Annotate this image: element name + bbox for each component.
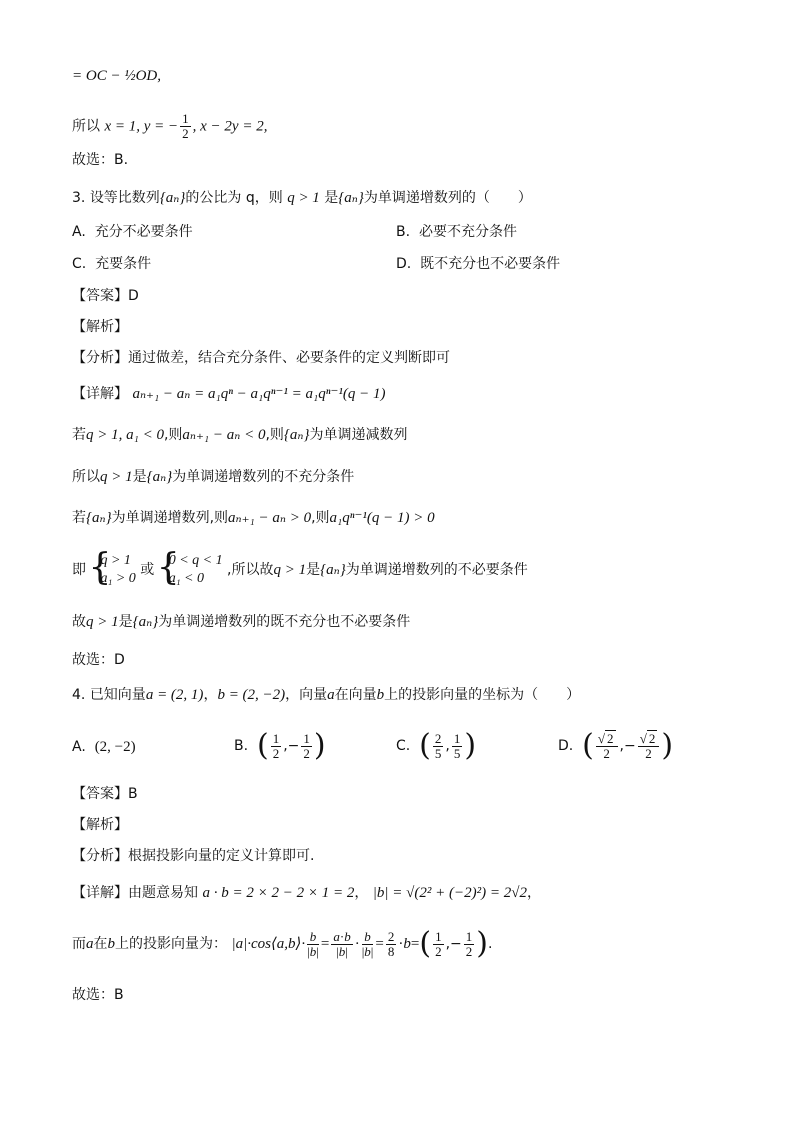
math: aₙ₊₁ − aₙ > 0 (228, 510, 312, 526)
math: |b| = √(2² + (−2)²) = 2√2 (372, 885, 527, 901)
text: 是 (306, 562, 321, 578)
reason-3 (72, 508, 435, 528)
q4-option-b: B. ( $\frac{1}{2}$ ,− $\frac{1}{2}$ ) (234, 728, 326, 763)
math: {aₙ} (132, 614, 159, 630)
fraction: $\frac{1}{2}$ (272, 730, 280, 761)
math: {aₙ} (320, 562, 346, 578)
text: ,则 (311, 510, 330, 526)
jiexi (72, 317, 128, 337)
fraction: $\frac{√ 2}{2}$ (596, 732, 618, 761)
option-d (396, 254, 560, 274)
option-label: A. (72, 739, 86, 755)
option-label: C. (396, 738, 411, 754)
math: {aₙ} (86, 510, 112, 526)
text: 在 (93, 936, 108, 952)
q3-choice (72, 650, 125, 670)
fraction: $\frac{1}{2}$ (465, 928, 473, 959)
text: 故选：B (72, 987, 124, 1003)
q4-option-c: C. ( $\frac{2}{5}$ , $\frac{1}{5}$ ) (396, 728, 477, 763)
math: x = 1, y = − (104, 118, 179, 135)
text: ,所以故 (227, 562, 274, 578)
text: 【答案】D (72, 288, 139, 304)
text: 是 (118, 614, 133, 630)
option-text: 必要不充分条件 (418, 224, 517, 240)
question-4: 4. 已知向量a = (2, 1)，b = (2, −2)，向量a在向量b上的投影向量的坐标为（ ） (72, 687, 581, 703)
text: 或 (140, 562, 155, 578)
math: q > 1 (86, 614, 119, 630)
math: a · b = 2 × 2 − 2 × 1 = 2 (202, 885, 355, 901)
text: 的公比为 q，则 (185, 190, 283, 206)
formula-line-1 (72, 66, 161, 86)
fraction: $\frac{b}{|b|}$ (361, 928, 374, 959)
text: 故选：B. (72, 152, 129, 168)
text: 为单调递增数列的不充分条件 (172, 469, 355, 485)
formula-text: = OC − ½OD, (72, 68, 161, 84)
math: aₙ₊₁ − aₙ = a₁qⁿ − a₁qⁿ⁻¹ = a₁qⁿ⁻¹(q − 1) (132, 386, 386, 402)
text: 为单调递增数列的（ ） (363, 190, 532, 206)
option-text: 充要条件 (95, 256, 152, 272)
text: 已知向量 (89, 687, 146, 703)
projection-formula: |a|·cos⟨a,b⟩· (231, 936, 306, 952)
text: 为单调递增数列,则 (111, 510, 229, 526)
option-label: D. (396, 256, 412, 272)
text: 若 (72, 427, 86, 443)
formula-line-2 (72, 112, 267, 141)
option-b (396, 222, 517, 242)
math: aₙ₊₁ − aₙ < 0 (182, 427, 266, 443)
option-text: (2, −2) (94, 739, 136, 755)
q4-choice (72, 985, 124, 1005)
math: a₁ < 0 (168, 571, 205, 586)
fraction: $\frac{2}{5}$ (434, 730, 442, 761)
q4-jiexi (72, 815, 128, 835)
text: ,则 (265, 427, 284, 443)
math: q > 1, a₁ < 0 (86, 427, 164, 443)
text: 【解析】 (72, 817, 128, 833)
text: 为单调递增数列的不必要条件 (345, 562, 528, 578)
option-label: C. (72, 256, 87, 272)
math: {aₙ} (146, 469, 173, 485)
fenxi (72, 348, 450, 368)
math: q > 1 (100, 469, 133, 485)
math: q > 1 (287, 190, 320, 206)
xiangjie (72, 384, 386, 404)
text: 【分析】通过做差，结合充分条件、必要条件的定义判断即可 (72, 350, 450, 366)
text: 设等比数列 (89, 190, 160, 206)
text: 即 (72, 562, 86, 578)
inequality-system-1 (90, 552, 135, 588)
question-number: 3. (72, 190, 86, 206)
reason-4 (72, 550, 528, 590)
math: b = (2, −2) (217, 687, 286, 703)
text: 【答案】B (72, 786, 138, 802)
answer (72, 286, 139, 306)
math: { 0 < q < 1 (168, 553, 223, 568)
answer-choice-line (72, 150, 128, 170)
text: 所以 (72, 469, 100, 485)
option-a (72, 222, 193, 242)
fraction-half: $\frac{1}{2}$ (182, 111, 189, 141)
math: , x − 2y = 2, (192, 118, 268, 135)
label: 【详解】 (72, 885, 128, 901)
fraction: $\frac{1}{2}$ (303, 730, 310, 761)
inequality-system-2 (159, 552, 223, 588)
fraction: $\frac{√ 2}{2}$ (638, 732, 660, 761)
text: 上的投影向量为： (115, 936, 227, 952)
question-number: 4. (72, 687, 86, 703)
option-c (72, 254, 151, 274)
fraction: $\frac{1}{2}$ (435, 928, 442, 959)
reason-5 (72, 612, 410, 632)
q4-fenxi (72, 846, 314, 866)
text: 若 (72, 510, 86, 526)
option-text: 既不充分也不必要条件 (420, 256, 561, 272)
math: a₁ > 0 (100, 571, 136, 586)
q4-option-d: D. ( $\frac{√ 2}{2}$ ,− $\frac{√ 2}{2}$ ) (558, 728, 674, 763)
text: 故选：D (72, 652, 125, 668)
fraction: $\frac{2}{8}$ (387, 928, 395, 959)
text: 为单调递减数列 (309, 427, 408, 443)
text: 而 (72, 936, 86, 952)
text: 在向量 (334, 687, 377, 703)
text: 由题意易知 (128, 885, 198, 901)
fraction: $\frac{1}{5}$ (453, 730, 461, 761)
math: {aₙ} (338, 190, 364, 206)
math: a₁qⁿ⁻¹(q − 1) > 0 (329, 510, 435, 526)
reason-1 (72, 425, 408, 445)
q4-option-a (72, 737, 136, 757)
fraction: $\frac{a\cdot b}{|b|}$ (333, 928, 351, 959)
math: {aₙ} (283, 427, 310, 443)
math: {aₙ} (159, 190, 186, 206)
q4-projection: 而a在b上的投影向量为： |a|·cos⟨a,b⟩· $\frac{b}{|b|}$ = $\frac{a\cdot b}{|b|}$ · $\frac{b}{|b|}$ = $\frac{2}{8}$ ·b=( $\frac{1}{2}$ ,− $\frac{1}{2}$ ). (72, 926, 493, 961)
math: q > 1 (273, 562, 307, 578)
math: a = (2, 1) (145, 687, 204, 703)
text: 所以 (72, 118, 100, 135)
text: ,则 (163, 427, 183, 443)
text: 是 (324, 190, 339, 206)
option-label: B. (234, 738, 249, 754)
question-3 (72, 188, 532, 208)
option-text: 充分不必要条件 (94, 224, 193, 240)
fraction: $\frac{b}{|b|}$ (307, 928, 319, 959)
text: ，向量 (285, 687, 328, 703)
option-label: B. (396, 224, 411, 240)
q4-answer (72, 784, 138, 804)
option-label: D. (558, 738, 574, 754)
text: 为单调递增数列的既不充分也不必要条件 (158, 614, 411, 630)
text: 【分析】根据投影向量的定义计算即可. (72, 848, 315, 864)
option-label: A. (72, 224, 86, 240)
math: { q > 1 (100, 553, 131, 568)
text: 是 (132, 469, 147, 485)
q4-xiangjie: 【详解】由题意易知 a · b = 2 × 2 − 2 × 1 = 2， |b| = √(2² + (−2)²) = 2√2， (72, 885, 541, 901)
text: 【解析】 (72, 319, 128, 335)
label: 【详解】 (72, 386, 128, 402)
text: 故 (72, 614, 86, 630)
text: 上的投影向量的坐标为（ ） (384, 687, 581, 703)
reason-2 (72, 467, 354, 487)
